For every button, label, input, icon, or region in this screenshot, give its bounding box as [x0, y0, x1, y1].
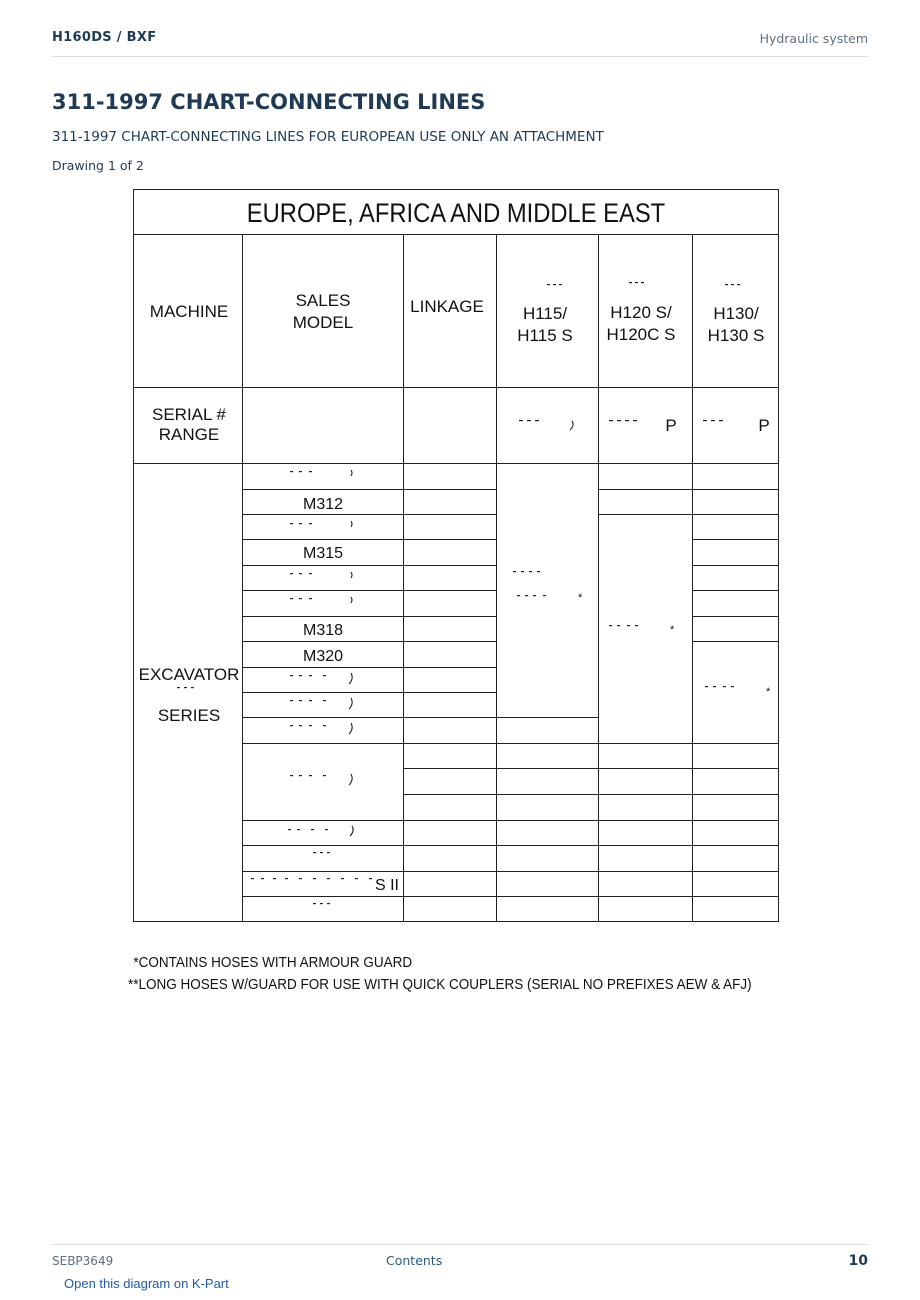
page-header: [52, 28, 868, 57]
page-title: 311-1997 CHART-CONNECTING LINES: [52, 90, 486, 114]
sales-model-m320: M320: [302, 648, 344, 665]
chart-drawing: [133, 189, 780, 922]
model-label: H160DS / BXF: [52, 30, 157, 45]
page-footer: [52, 1244, 868, 1275]
kpart-link[interactable]: Open this diagram on K-Part: [64, 1276, 229, 1291]
sales-model-m315: M315: [302, 545, 344, 562]
col-h130-1: H130/: [713, 304, 759, 323]
col-h120-2: H120C S: [606, 325, 676, 344]
contents-link[interactable]: Contents: [386, 1253, 443, 1268]
page-subtitle: 311-1997 CHART-CONNECTING LINES FOR EUROPEAN USE ONLY AN ATTACHMENT: [52, 129, 604, 145]
region-title: EUROPE, AFRICA AND MIDDLE EAST: [246, 198, 666, 229]
serial-h120-suffix: P: [665, 416, 677, 435]
asterisk-h130: *: [766, 686, 771, 698]
note-armour-guard: *CONTAINS HOSES WITH ARMOUR GUARD: [133, 954, 413, 971]
sales-model-series2: S II: [374, 877, 400, 894]
chart-notes: [128, 952, 752, 996]
truncated-glyph-marks: [349, 421, 573, 836]
section-label: Hydraulic system: [759, 31, 868, 46]
sales-model-m318: M318: [302, 622, 344, 639]
asterisk-h120: *: [670, 624, 675, 636]
serial-range-1: SERIAL #: [151, 405, 227, 424]
serial-h130-suffix: P: [758, 416, 770, 435]
machine-excavator-2: SERIES: [157, 706, 221, 725]
drawing-indicator: Drawing 1 of 2: [52, 158, 144, 173]
col-h120-1: H120 S/: [610, 303, 672, 322]
serial-range-2: RANGE: [158, 425, 220, 444]
connecting-lines-chart: [133, 189, 780, 922]
document-code: SEBP3649: [52, 1254, 114, 1268]
note-long-hoses: **LONG HOSES W/GUARD FOR USE WITH QUICK COUPLERS (SERIAL NO PREFIXES AEW & AFJ): [128, 976, 752, 993]
col-h115-1: H115/: [522, 304, 568, 323]
col-machine: MACHINE: [149, 302, 229, 321]
col-h130-2: H130 S: [707, 326, 765, 345]
page-number: 10: [848, 1253, 868, 1269]
col-sales-2: MODEL: [292, 313, 354, 332]
col-sales-1: SALES: [295, 291, 351, 310]
machine-excavator-1: EXCAVATOR: [138, 665, 240, 684]
sales-model-m312: M312: [302, 496, 344, 513]
asterisk-h115: *: [578, 592, 583, 604]
col-linkage: LINKAGE: [410, 297, 484, 316]
illegible-fragments: [177, 282, 740, 904]
col-h115-2: H115 S: [517, 326, 573, 345]
